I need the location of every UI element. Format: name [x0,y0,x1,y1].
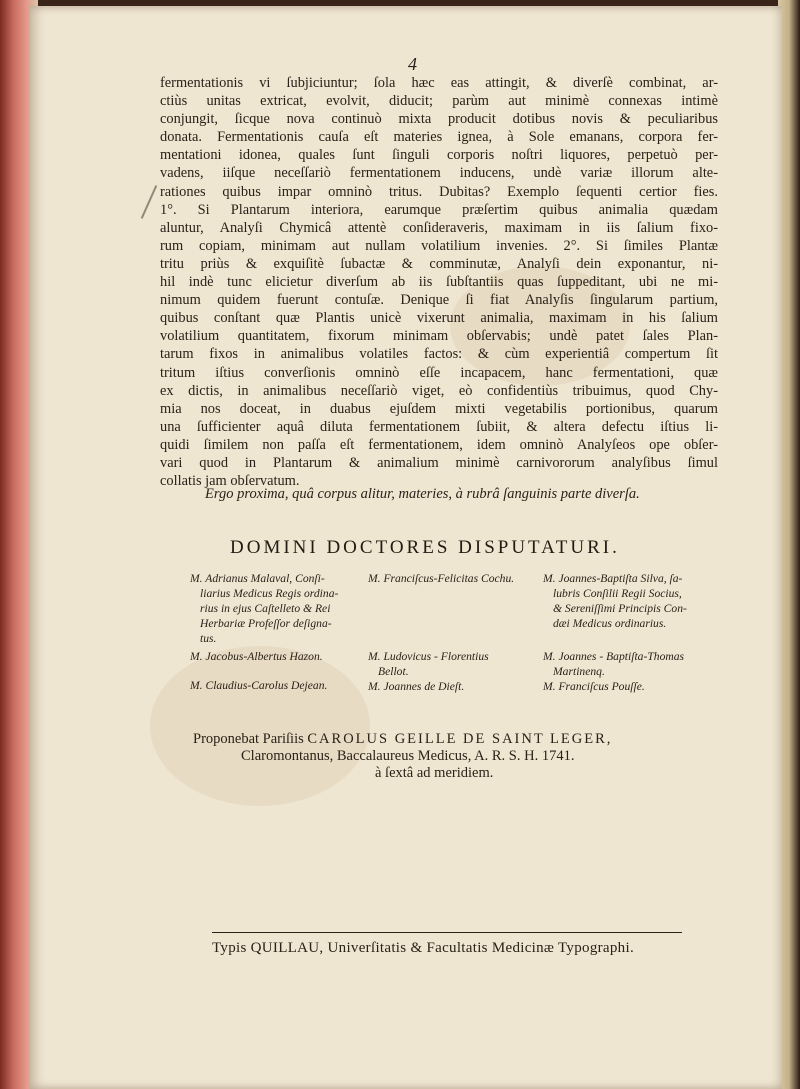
doctor-entry: M. Jacobus-Albertus Hazon. [190,650,323,663]
doctor-entry-continued: dæi Medicus ordinarius. [553,617,667,630]
doctors-column-2 [368,571,543,694]
body-line: hil indè tunc elicietur diverſum ab iis ſubſtantiis quas ſuppeditant, ubi ne mi- [160,274,718,291]
doctors-column-1 [190,571,365,693]
body-line: ctiùs unitas extricat, evolvit, diducit; parùm aut minimè connexas intimè [160,93,718,110]
body-line: vari quod in Plantarum & animalium minimè carnivororum analyſibus ſimul [160,454,718,471]
body-line: rationes quibus impar omninò tritus. Dubitas? Exemplo ſequenti certior fies. [160,183,718,200]
doctor-entry-continued: lubris Conſilii Regii Socius, [553,587,682,600]
doctor-entry-continued: rius in ejus Caſtelleto & Rei [200,602,331,615]
body-line: conjungit, ſicque nova continuò mixta producit dotibus novis & peculiaribus [160,111,718,128]
body-line: collatis jam obſervatum. [160,473,300,490]
body-line: tritum iſtius converſionis omninò eſſe incapacem, hanc fermentationi, quæ [160,364,718,381]
body-line: ex dictis, in animalibus neceſſariò viget, eò confidentiùs tribuimus, quod Chy- [160,382,718,399]
body-line: nimum quidem fuerunt contuſæ. Denique ſi fiat Analyſis ſingularum partium, [160,292,718,309]
body-line: vadens, iiſque neceſſariò fermentationem inducens, undè variæ illorum alte- [160,165,718,182]
body-line: quidi ſimilem non paſſa eſt fermentationem, idem omninò Analyſeos ope obſer- [160,436,718,453]
doctor-entry-continued: liarius Medicus Regis ordina- [200,587,339,600]
body-line: aluntur, Analyſi Chymicâ attentè conſideraveris, maximam in iis ſalium fixo- [160,219,718,236]
proponebat-line-2: Claromontanus, Baccalaureus Medicus, A. R. S. H. 1741. [241,748,575,764]
doctor-entry-continued: Herbariæ Profeſſor deſigna- [200,617,332,630]
candidate-name: CAROLUS GEILLE DE SAINT LEGER, [307,731,613,747]
body-line: donata. Fermentationis cauſa eſt materies ignea, à Sole emanans, corpora fer- [160,129,718,146]
doctor-entry: M. Joannes-Baptiſta Silva, ſa- [543,572,683,585]
doctors-column-3 [543,571,723,694]
body-line: rum copiam, minimam aut nullam volatilium invenies. 2°. Si ſimiles Plantæ [160,237,718,254]
body-line: 1°. Si Plantarum interiora, earumque præſertim quibus animalia quædam [160,201,718,218]
doctor-entry-continued: tus. [200,632,217,645]
proponebat-block [193,731,713,782]
body-line: volatilium quantitatem, fixorum minimam obſervabis; undè patet ſales Plan- [160,328,718,345]
conclusion-thesis: Ergo proxima, quâ corpus alitur, materies, à rubrâ ſanguinis parte diverſa. [205,486,640,502]
doctor-entry: M. Franciſcus-Felicitas Cochu. [368,572,515,585]
doctor-entry: M. Joannes - Baptiſta-Thomas [543,650,685,663]
body-line: fermentationis vi ſubjiciuntur; ſola hæc eas attingit, & diverſè combinat, ar- [160,75,718,91]
body-line: una ſufficienter aquâ diluta fermentationem ſubiit, & altera defectu iſtius li- [160,418,718,435]
body-line: mia nos doceat, in duabus ejuſdem mixti vegetabilis portionibus, quarum [160,400,718,417]
doctor-entry: M. Ludovicus - Florentius [368,650,489,663]
doctor-entry: M. Adrianus Malaval, Conſi- [190,572,325,585]
doctor-entry: M. Joannes de Dieſt. [368,680,465,693]
imprint-rule [212,932,682,933]
doctor-entry-continued: Bellot. [378,665,409,678]
section-heading: DOMINI DOCTORES DISPUTATURI. [230,537,620,558]
proponebat-line-3: à ſextâ ad meridiem. [375,765,494,781]
printer-imprint: Typis QUILLAU, Univerſitatis & Facultatis Medicinæ Typographi. [212,940,635,956]
doctor-entry: M. Franciſcus Pouſſe. [543,680,645,693]
doctor-entry: M. Claudius-Carolus Dejean. [190,679,328,692]
body-line: quibus conſtant quæ Plantis unicè vixerunt animalia, maximam in his ſalium [160,310,718,327]
proponebat-line-1 [193,731,713,748]
page-number: 4 [408,54,417,74]
body-paragraph [160,74,718,490]
body-line: mentationi idonea, quales ſunt ſinguli corporis noſtri liquores, perpetuò per- [160,147,718,164]
body-line: tritu priùs & exquiſitè ſubactæ & comminutæ, Analyſi dein exponantur, ni- [160,255,718,272]
doctor-entry-continued: Martinenq. [553,665,605,678]
proponebat-prefix: Proponebat Pariſiis [193,731,304,747]
doctor-entry-continued: & Sereniſſimi Principis Con- [553,602,687,615]
body-line: tarum fixos in animalibus volatiles factos: & cùm experientiâ compertum ſit [160,346,718,363]
